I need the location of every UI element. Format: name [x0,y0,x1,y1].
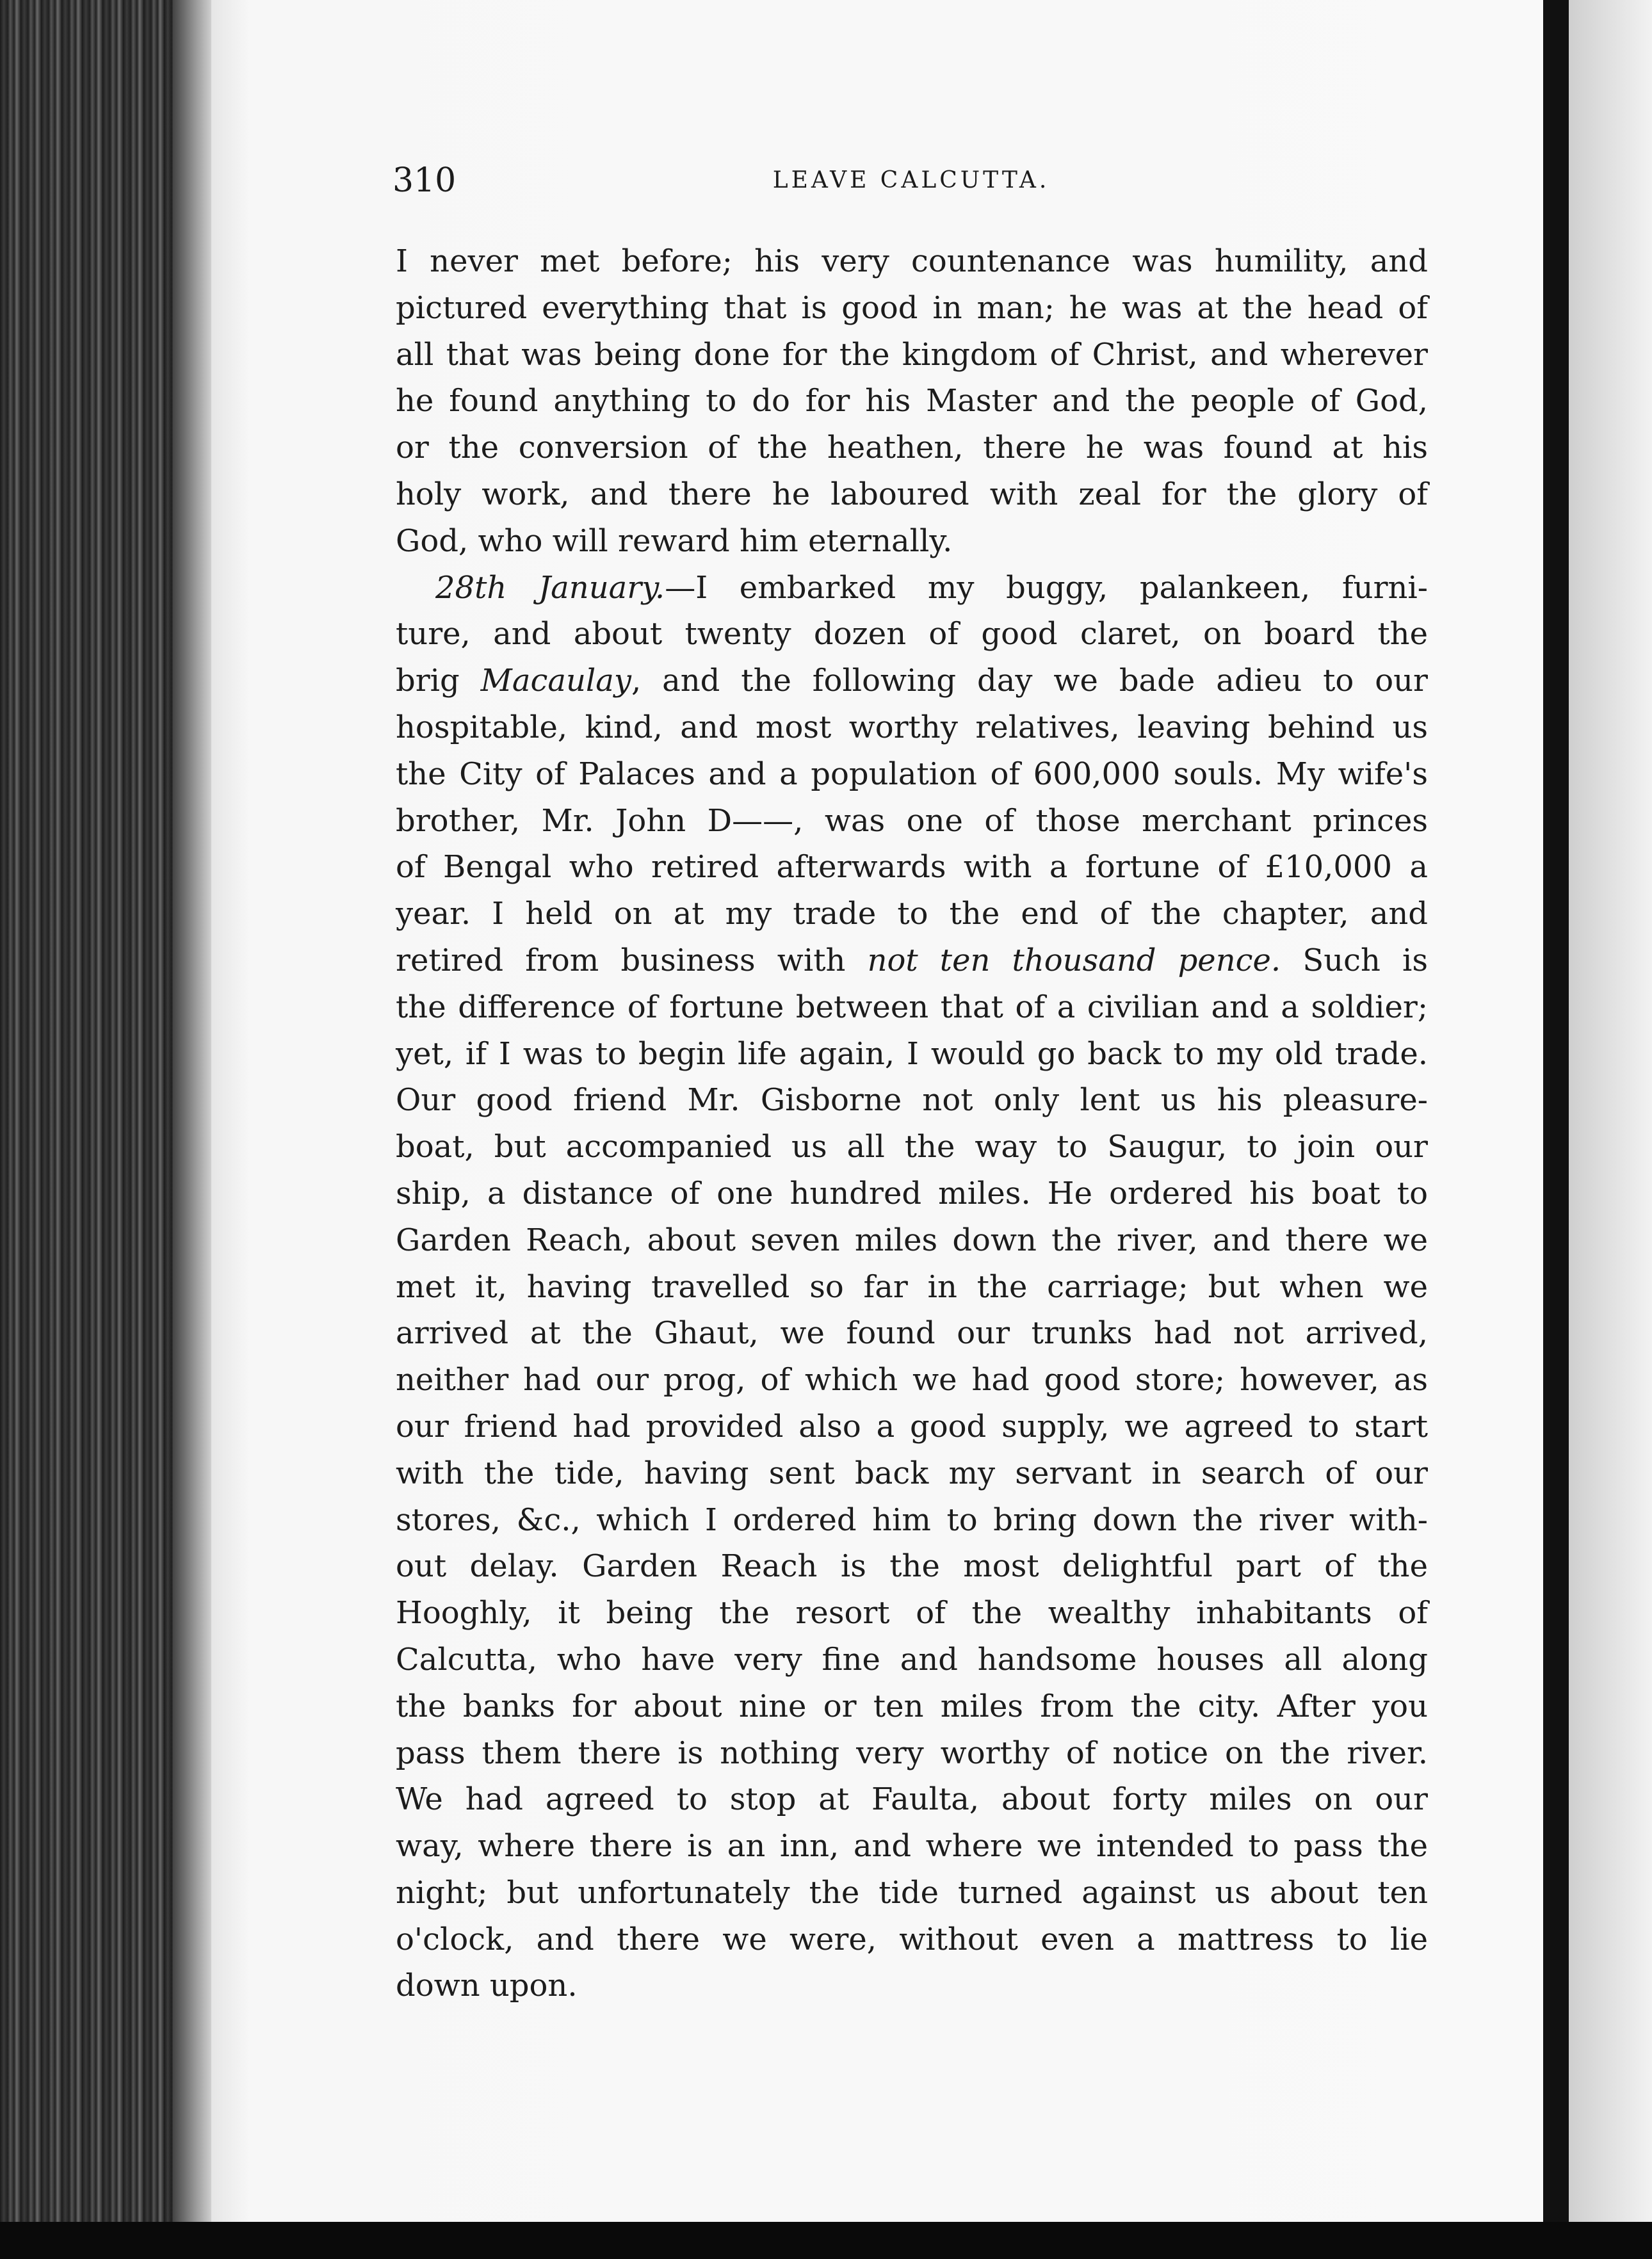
text-line: brig Macaulay, and the following day we bade adieu to our [396,663,1428,699]
text-line: holy work, and there he laboured with zeal for the glory of [396,476,1428,512]
text-line: the difference of fortune between that of a civilian and a soldier; [396,989,1428,1025]
body-text [396,238,1428,2009]
text-line: God, who will reward him eternally. [396,522,953,559]
text-line: out delay. Garden Reach is the most delightful part of the [396,1548,1428,1585]
text-line: Our good friend Mr. Gisborne not only lent us his pleasure- [396,1082,1428,1119]
text-line: he found anything to do for his Master and the people of God, [396,383,1428,419]
text-line: o'clock, and there we were, without even a mattress to lie [396,1921,1428,1957]
text-line: Calcutta, who have very fine and handsome houses all along [396,1641,1428,1678]
italic-text: not ten thousand pence. [867,942,1281,978]
text-line: stores, &c., which I ordered him to bring down the river with- [396,1502,1428,1538]
text-line: Garden Reach, about seven miles down the river, and there we [396,1222,1428,1258]
book-gutter [0,0,211,2259]
text-line: boat, but accompanied us all the way to Saugur, to join our [396,1129,1428,1165]
italic-text: 28th January. [435,569,665,606]
text-line: ship, a distance of one hundred miles. He ordered his boat to [396,1175,1428,1211]
text-line: 28th January.—I embarked my buggy, palankeen, furni- [435,569,1428,606]
text-line: We had agreed to stop at Faulta, about forty miles on our [396,1781,1428,1818]
scan-border [0,2222,1652,2259]
facing-page-edge [1569,0,1652,2222]
text-line: pass them there is nothing very worthy of notice on the river. [396,1735,1428,1771]
text-line: year. I held on at my trade to the end of the chapter, and [396,896,1428,932]
text-line: down upon. [396,1968,578,2004]
text-line: retired from business with not ten thousand pence. Such is [396,942,1429,978]
text-line: I never met before; his very countenance was humility, and [396,243,1428,279]
text-line: met it, having travelled so far in the carriage; but when we [396,1268,1428,1305]
text-line: night; but unfortunately the tide turned against us about ten [396,1874,1428,1911]
text-line: pictured everything that is good in man; he was at the head of [396,289,1428,326]
text-line: neither had our prog, of which we had good store; however, as [396,1362,1428,1398]
page-number: 310 [393,161,457,200]
page-edge-shadow [1543,0,1569,2222]
text-line: of Bengal who retired afterwards with a fortune of £10,000 a [396,849,1428,886]
text-line: our friend had provided also a good supply, we agreed to start [396,1408,1428,1445]
text-line: way, where there is an inn, and where we intended to pass the [396,1828,1428,1865]
text-line: arrived at the Ghaut, we found our trunks had not arrived, [396,1315,1428,1352]
text-line: all that was being done for the kingdom of Christ, and wherever [396,336,1428,373]
text-line: yet, if I was to begin life again, I would go back to my old trade. [396,1035,1428,1072]
text-line: brother, Mr. John D——, was one of those merchant princes [396,802,1428,839]
text-line: Hooghly, it being the resort of the wealthy inhabitants of [396,1595,1428,1632]
text-line: ture, and about twenty dozen of good claret, on board the [396,616,1428,652]
text-line: hospitable, kind, and most worthy relatives, leaving behind us [396,709,1428,745]
text-line: with the tide, having sent back my servant in search of our [396,1455,1428,1491]
italic-text: Macaulay [480,663,631,699]
running-title: LEAVE CALCUTTA. [772,167,1050,193]
text-line: the banks for about nine or ten miles from the city. After you [396,1688,1428,1724]
page-header [393,155,1430,206]
text-line: the City of Palaces and a population of 600,000 souls. My wife's [396,756,1428,792]
text-line: or the conversion of the heathen, there he was found at his [396,430,1428,466]
